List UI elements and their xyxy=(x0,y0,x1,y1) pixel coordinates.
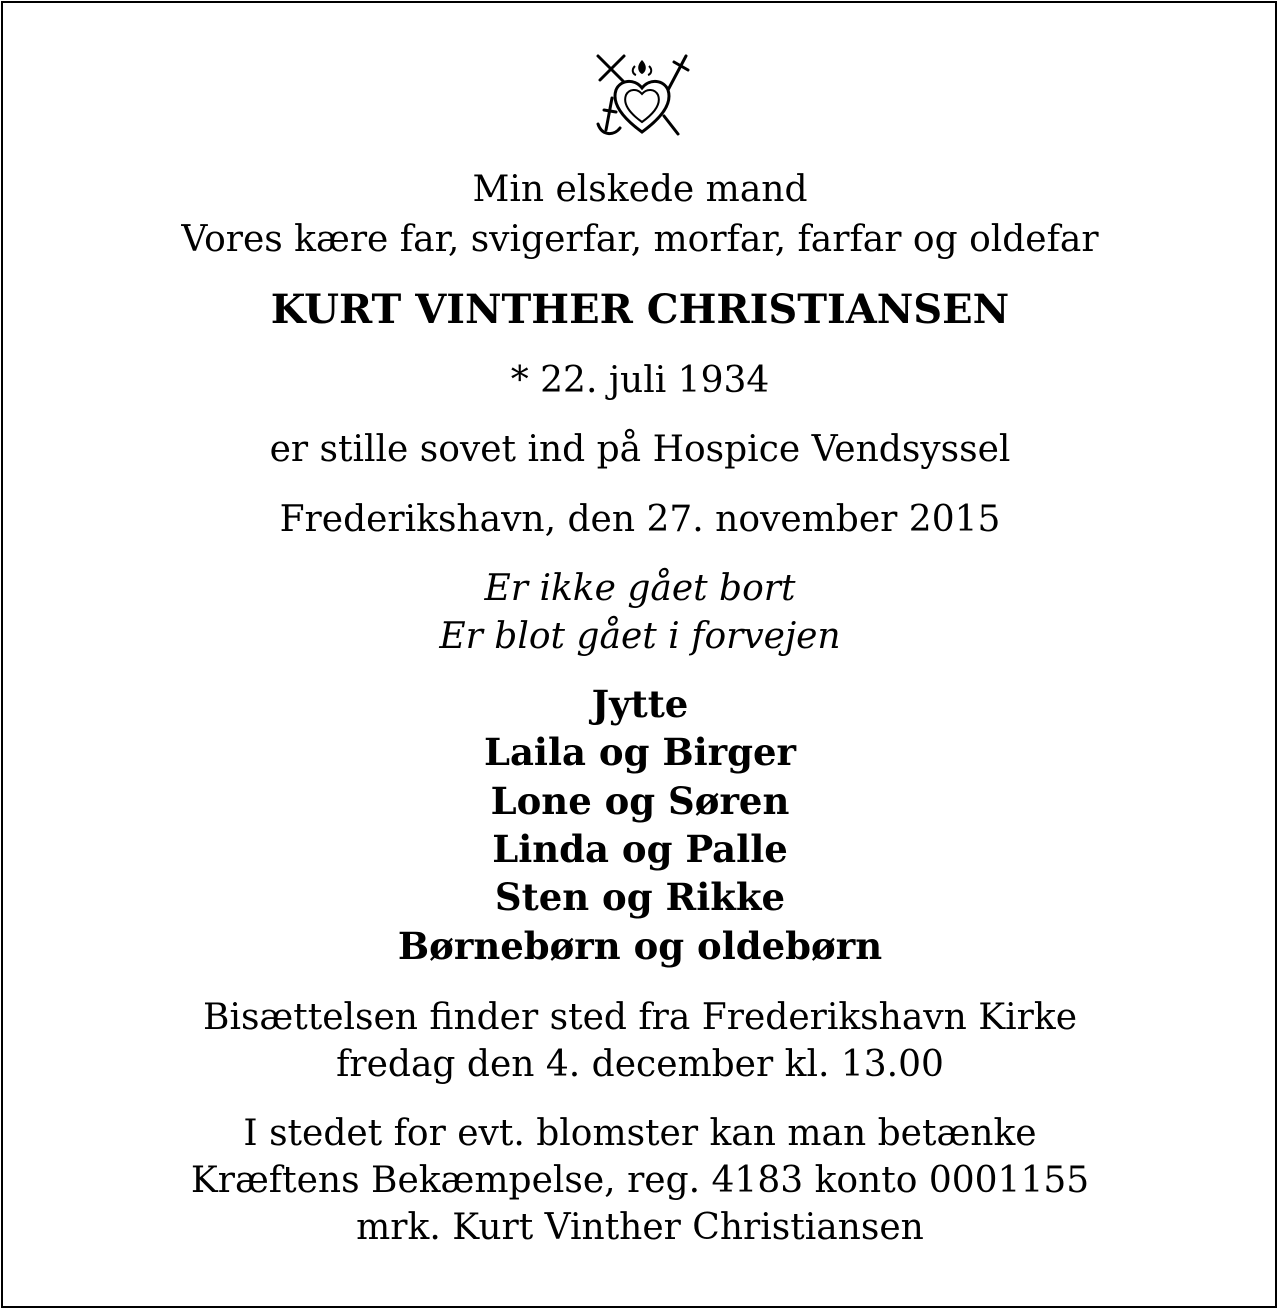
donation-line-3: mrk. Kurt Vinther Christiansen xyxy=(356,1207,924,1248)
verse-line-2: Er blot gået i forvejen xyxy=(439,616,841,657)
intro-line-1: Min elskede mand xyxy=(472,169,808,210)
family-member: Jytte xyxy=(591,682,689,726)
verse-line-1: Er ikke gået bort xyxy=(484,568,796,609)
donation-line-1: I stedet for evt. blomster kan man betænke xyxy=(243,1113,1037,1154)
passed-text: er stille sovet ind på Hospice Vendsyssel xyxy=(269,429,1011,470)
donation-line-2: Kræftens Bekæmpelse, reg. 4183 konto 0001155 xyxy=(190,1160,1090,1201)
faith-hope-charity-icon xyxy=(590,50,694,140)
family-member: Laila og Birger xyxy=(483,730,797,774)
family-member: Sten og Rikke xyxy=(494,875,786,919)
funeral-line-1: Bisættelsen finder sted fra Frederikshavn Kirke xyxy=(202,997,1078,1038)
birth-date: * 22. juli 1934 xyxy=(510,360,770,401)
family-member: Lone og Søren xyxy=(490,779,790,823)
family-member: Linda og Palle xyxy=(492,827,788,871)
funeral-line-2: fredag den 4. december kl. 13.00 xyxy=(336,1044,944,1085)
deceased-name: KURT VINTHER CHRISTIANSEN xyxy=(270,286,1010,333)
intro-line-2: Vores kære far, svigerfar, morfar, farfar og oldefar xyxy=(181,219,1099,260)
family-member: Børnebørn og oldebørn xyxy=(397,924,883,968)
place-date: Frederikshavn, den 27. november 2015 xyxy=(279,499,1001,540)
